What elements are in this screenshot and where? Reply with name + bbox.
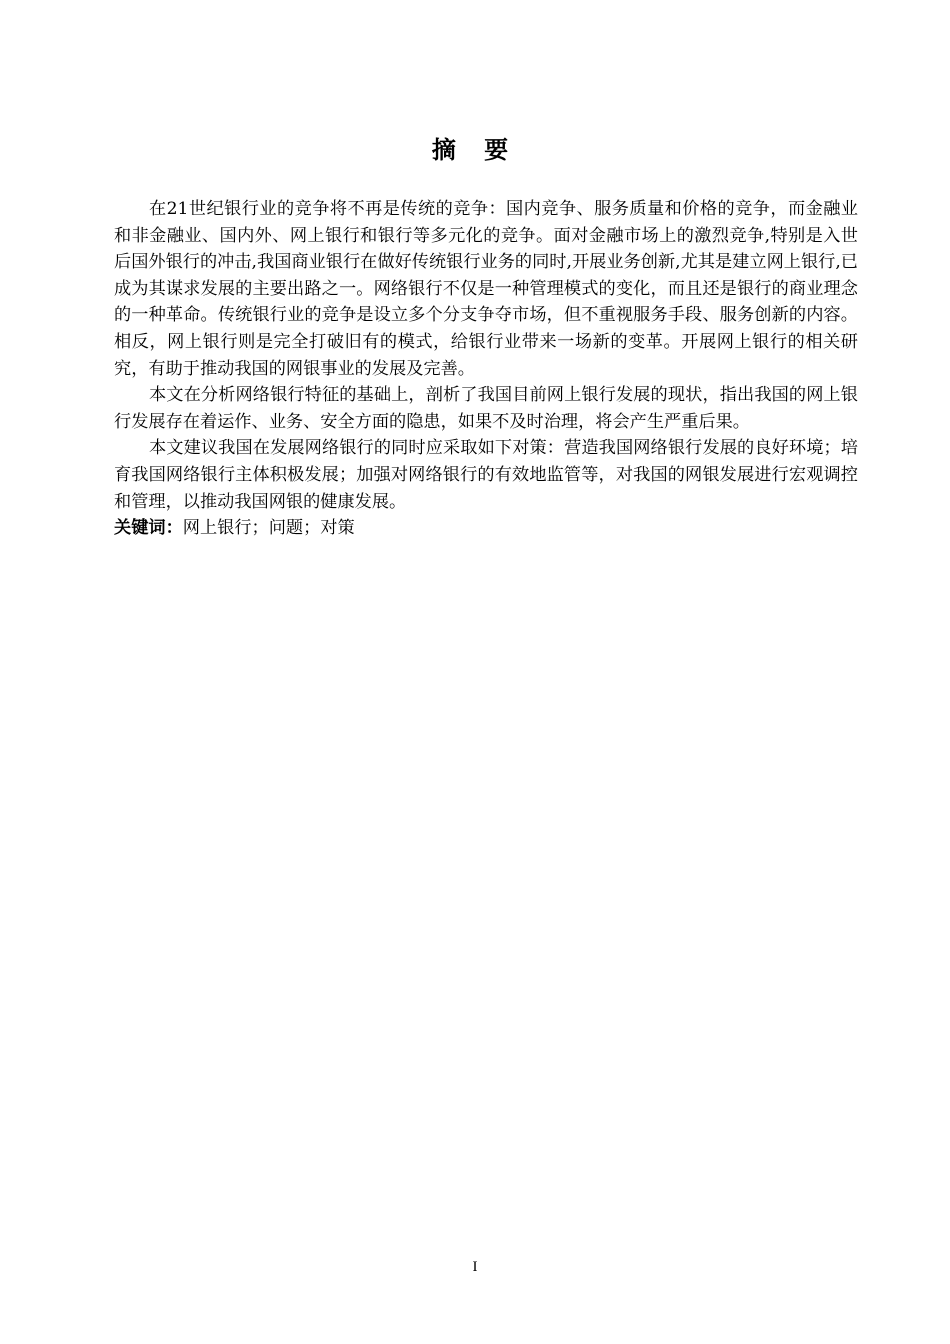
abstract-paragraph-2: 本文在分析网络银行特征的基础上，剖析了我国目前网上银行发展的现状，指出我国的网上银行发展存在着运作、业务、安全方面的隐患，如果不及时治理，将会产生严重后果。 [114,385,858,432]
abstract-paragraph-1: 在21世纪银行业的竞争将不再是传统的竞争：国内竞争、服务质量和价格的竞争，而金融业和非金融业、国内外、网上银行和银行等多元化的竞争。面对金融市场上的激烈竞争,特别是入世后国外银行的冲击,我国商业银行在做好传统银行业务的同时,开展业务创新,尤其是建立网上银行,已成为其谋求发展的主要出路之一。网络银行不仅是一种管理模式的变化，而且还是银行的商业理念的一种革命。传统银行业的竞争是设立多个分支争夺市场，但不重视服务手段、服务创新的内容。相反，网上银行则是完全打破旧有的模式，给银行业带来一场新的变革。开展网上银行的相关研究，有助于推动我国的网银事业的发展及完善。 [114,199,858,379]
keywords-label: 关键词： [114,518,183,539]
page-number: I [472,1259,478,1275]
abstract-body [114,196,858,542]
keywords-line [114,515,858,542]
abstract-paragraph-3: 本文建议我国在发展网络银行的同时应采取如下对策：营造我国网络银行发展的良好环境；培育我国网络银行主体积极发展；加强对网络银行的有效地监管等，对我国的网银发展进行宏观调控和管理，以推动我国网银的健康发展。 [114,438,858,512]
abstract-title: 摘 要 [431,136,519,164]
keywords-value: 网上银行；问题；对策 [182,518,355,539]
